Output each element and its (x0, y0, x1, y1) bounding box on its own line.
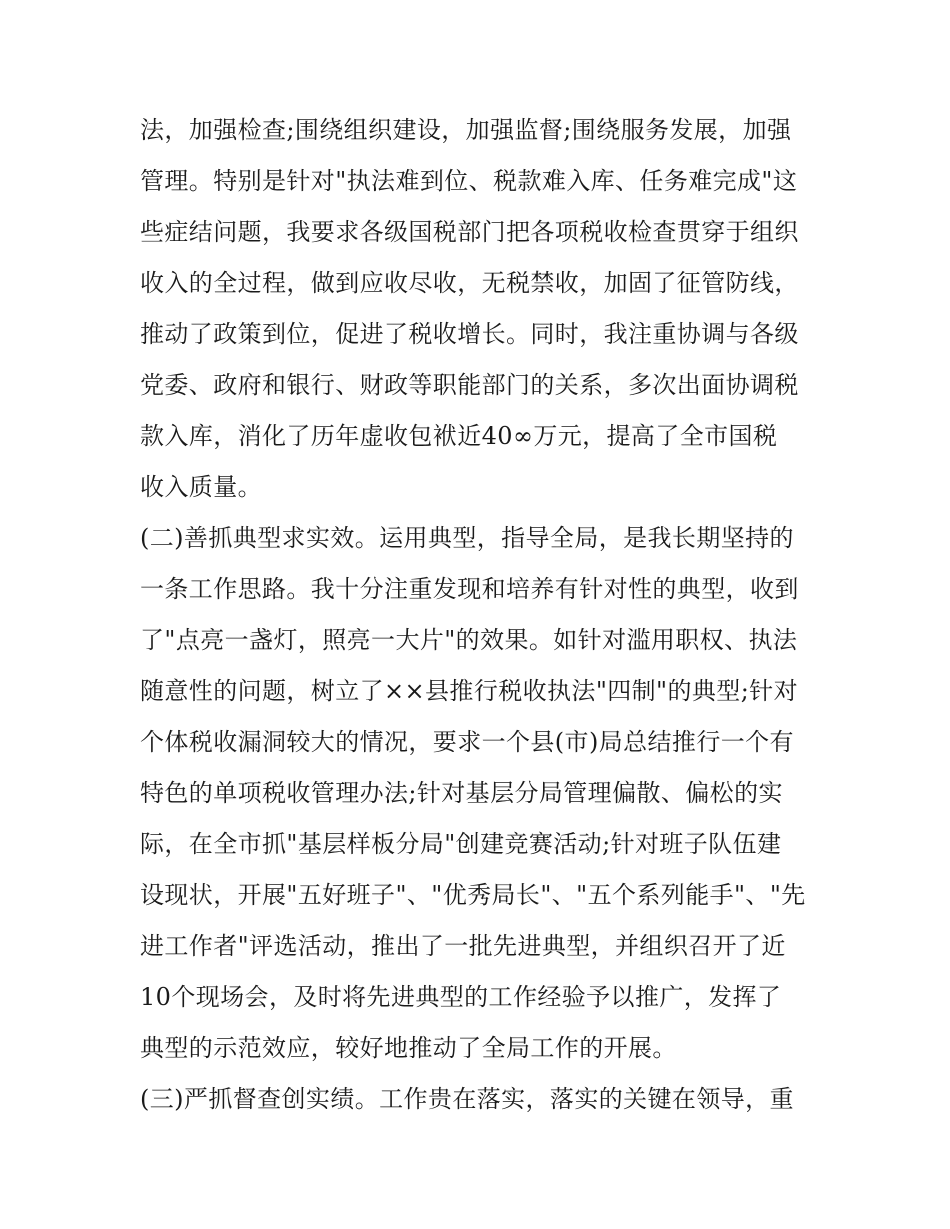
text-line: 设现状，开展"五好班子"、"优秀局长"、"五个系列能手"、"先 (140, 881, 806, 909)
text-line: 际，在全市抓"基层样板分局"创建竞赛活动;针对班子队伍建 (140, 830, 782, 858)
text-line: 了"点亮一盏灯，照亮一大片"的效果。如针对滥用职权、执法 (140, 626, 798, 654)
text-line: (三)严抓督查创实绩。工作贵在落实，落实的关键在领导，重 (140, 1085, 794, 1113)
text-line: 10个现场会，及时将先进典型的工作经验予以推广，发挥了 (140, 983, 782, 1011)
text-line: 随意性的问题，树立了××县推行税收执法"四制"的典型;针对 (140, 677, 798, 705)
text-line: 些症结问题，我要求各级国税部门把各项税收检查贯穿于组织 (140, 218, 799, 246)
text-line: 一条工作思路。我十分注重发现和培养有针对性的典型，收到 (140, 575, 799, 603)
text-line: 管理。特别是针对"执法难到位、税款难入库、任务难完成"这 (140, 167, 798, 195)
text-line: 党委、政府和银行、财政等职能部门的关系，多次出面协调税 (140, 371, 799, 399)
text-line: 收入质量。 (140, 473, 262, 501)
text-line: 收入的全过程，做到应收尽收，无税禁收，加固了征管防线， (140, 269, 799, 297)
text-line: 特色的单项税收管理办法;针对基层分局管理偏散、偏松的实 (140, 779, 783, 807)
text-line: 进工作者"评选活动，推出了一批先进典型，并组织召开了近 (140, 932, 786, 960)
text-line: 法，加强检查;围绕组织建设，加强监督;围绕服务发展，加强 (140, 116, 792, 144)
text-line: 典型的示范效应，较好地推动了全局工作的开展。 (140, 1034, 677, 1062)
text-line: (二)善抓典型求实效。运用典型，指导全局，是我长期坚持的 (140, 524, 794, 552)
text-line: 推动了政策到位，促进了税收增长。同时，我注重协调与各级 (140, 320, 799, 348)
text-line: 个体税收漏洞较大的情况，要求一个县(市)局总结推行一个有 (140, 728, 794, 756)
text-line: 款入库，消化了历年虚收包袱近40∞万元，提高了全市国税 (140, 422, 778, 450)
